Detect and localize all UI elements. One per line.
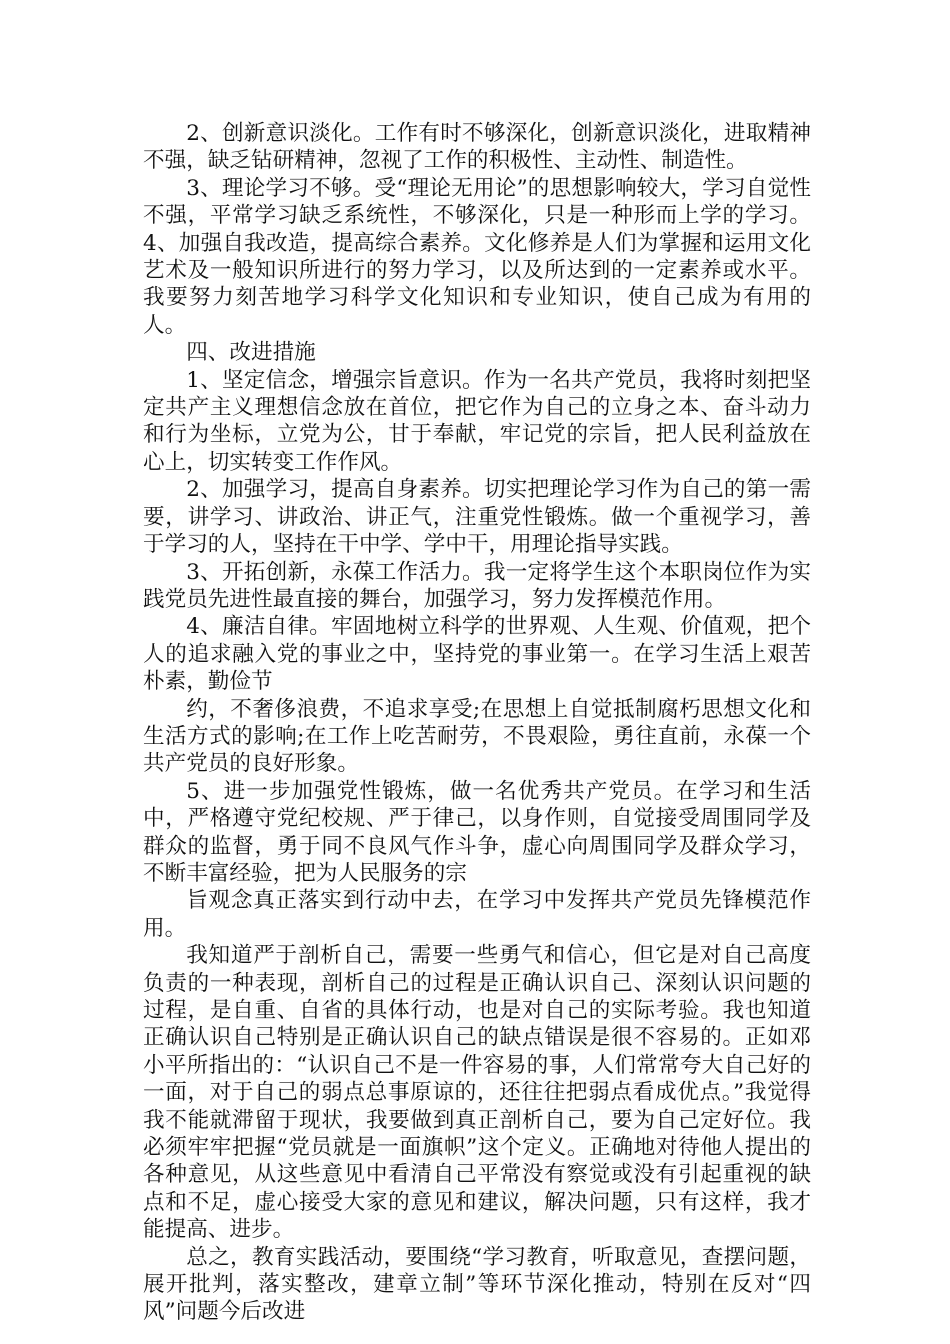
- paragraph-theory-study: 3、理论学习不够。受“理论无用论”的思想影响较大，学习自觉性不强，平常学习缺乏系统性，不够深化，只是一种形而上学的学习。4、加强自我改造，提高综合素养。文化修养是人们为掌握和运用文化艺术及一般知识所进行的努力学习，以及所达到的一定素养或水平。我要努力刻苦地学习科学文化知识和专业知识，使自己成为有用的人。: [143, 175, 811, 338]
- paragraph-innovation: 2、创新意识淡化。工作有时不够深化，创新意识淡化，进取精神不强，缺乏钻研精神，忽视了工作的积极性、主动性、制造性。: [143, 121, 811, 174]
- paragraph-measure-1: 1、坚定信念，增强宗旨意识。作为一名共产党员，我将时刻把坚定共产主义理想信念放在首位，把它作为自己的立身之本、奋斗动力和行为坐标，立党为公，甘于奉献，牢记党的宗旨，把人民利益放在心上，切实转变工作作风。: [143, 367, 811, 475]
- paragraph-measure-4-cont: 约，不奢侈浪费，不追求享受;在思想上自觉抵制腐朽思想文化和生活方式的影响;在工作上吃苦耐劳，不畏艰险，勇往直前，永葆一个共产党员的良好形象。: [143, 696, 811, 777]
- document-body: [143, 120, 811, 1326]
- paragraph-self-analysis: 我知道严于剖析自己，需要一些勇气和信心，但它是对自己高度负责的一种表现，剖析自己的过程是正确认识自己、深刻认识问题的过程，是自重、自省的具体行动，也是对自己的实际考验。我也知道正确认识自己特别是正确认识自己的缺点错误是很不容易的。正如邓小平所指出的：“认识自己不是一件容易的事，人们常常夸大自己好的一面，对于自己的弱点总事原谅的，还往往把弱点看成优点。”我觉得我不能就滞留于现状，我要做到真正剖析自己，要为自己定好位。我必须牢牢把握“党员就是一面旗帜”这个定义。正确地对待他人提出的各种意见，从这些意见中看清自己平常没有察觉或没有引起重视的缺点和不足，虚心接受大家的意见和建议，解决问题，只有这样，我才能提高、进步。: [143, 943, 811, 1243]
- paragraph-measure-2: 2、加强学习，提高自身素养。切实把理论学习作为自己的第一需要，讲学习、讲政治、讲正气，注重党性锻炼。做一个重视学习，善于学习的人，坚持在干中学、学中干，用理论指导实践。: [143, 477, 811, 558]
- paragraph-summary: 总之，教育实践活动，要围绕“学习教育，听取意见，查摆问题，展开批判，落实整改，建章立制”等环节深化推动，特别在反对“四风”问题今后改进: [143, 1244, 811, 1325]
- paragraph-measure-5: 5、进一步加强党性锻炼，做一名优秀共产党员。在学习和生活中，严格遵守党纪校规、严于律己，以身作则，自觉接受周围同学及群众的监督，勇于同不良风气作斗争，虚心向周围同学及群众学习，不断丰富经验，把为人民服务的宗: [143, 778, 811, 886]
- section-heading-improvement: 四、改进措施: [186, 340, 316, 366]
- paragraph-measure-3: 3、开拓创新，永葆工作活力。我一定将学生这个本职岗位作为实践党员先进性最直接的舞台，加强学习，努力发挥模范作用。: [143, 559, 811, 612]
- paragraph-measure-5-cont: 旨观念真正落实到行动中去，在学习中发挥共产党员先锋模范作用。: [143, 888, 811, 941]
- paragraph-measure-4: 4、廉洁自律。牢固地树立科学的世界观、人生观、价值观，把个人的追求融入党的事业之中，坚持党的事业第一。在学习生活上艰苦朴素，勤俭节: [143, 614, 811, 695]
